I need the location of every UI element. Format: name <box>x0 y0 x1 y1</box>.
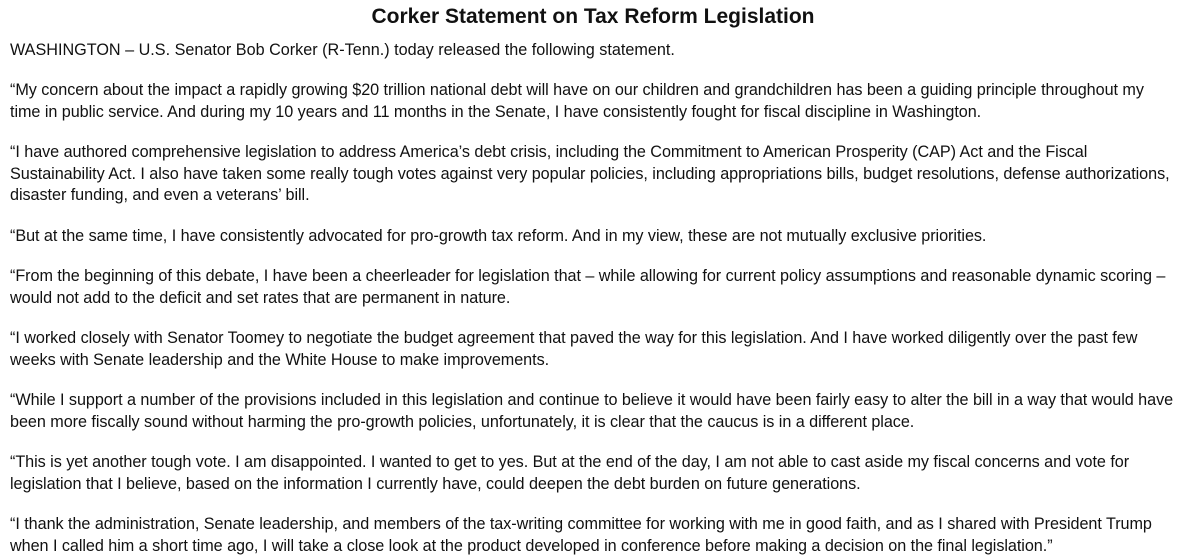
statement-paragraph: “I have authored comprehensive legislation to address America’s debt crisis, including the Commitment to American Prosperity (CAP) Act and the Fiscal Sustainability Act. I also have taken some really tough votes against very popular policies, including appropriations bills, budget resolutions, defense authorizations, disaster funding, and even a veterans’ bill. <box>10 143 1170 204</box>
statement-dateline: WASHINGTON – U.S. Senator Bob Corker (R-Tenn.) today released the following statement. <box>10 41 675 59</box>
statement-paragraph: “My concern about the impact a rapidly growing $20 trillion national debt will have on our children and grandchildren has been a guiding principle throughout my time in public service. And during my 10 years and 11 months in the Senate, I have consistently fought for fiscal discipline in Washington. <box>10 81 1144 121</box>
statement-paragraph: “From the beginning of this debate, I have been a cheerleader for legislation that – while allowing for current policy assumptions and reasonable dynamic scoring – would not add to the deficit and set rates that are permanent in nature. <box>10 267 1166 307</box>
statement-paragraph: “I thank the administration, Senate leadership, and members of the tax-writing committee for working with me in good faith, and as I shared with President Trump when I called him a short time ago, I will take a close look at the product developed in conference before making a decision on the final legislation.” <box>10 515 1152 555</box>
statement-paragraph: “This is yet another tough vote. I am disappointed. I wanted to get to yes. But at the end of the day, I am not able to cast aside my fiscal concerns and vote for legislation that I believe, based on the information I currently have, could deepen the debt burden on future generations. <box>10 453 1130 493</box>
statement-paragraph: “While I support a number of the provisions included in this legislation and continue to believe it would have been fairly easy to alter the bill in a way that would have been more fiscally sound without harming the pro-growth policies, unfortunately, it is clear that the caucus is in a different place. <box>10 391 1174 431</box>
statement-paragraph: “I worked closely with Senator Toomey to negotiate the budget agreement that paved the way for this legislation. And I have worked diligently over the past few weeks with Senate leadership and the White House to make improvements. <box>10 329 1138 369</box>
statement-paragraph: “But at the same time, I have consistently advocated for pro-growth tax reform. And in my view, these are not mutually exclusive priorities. <box>10 226 987 245</box>
statement-title: Corker Statement on Tax Reform Legislation <box>371 5 815 28</box>
